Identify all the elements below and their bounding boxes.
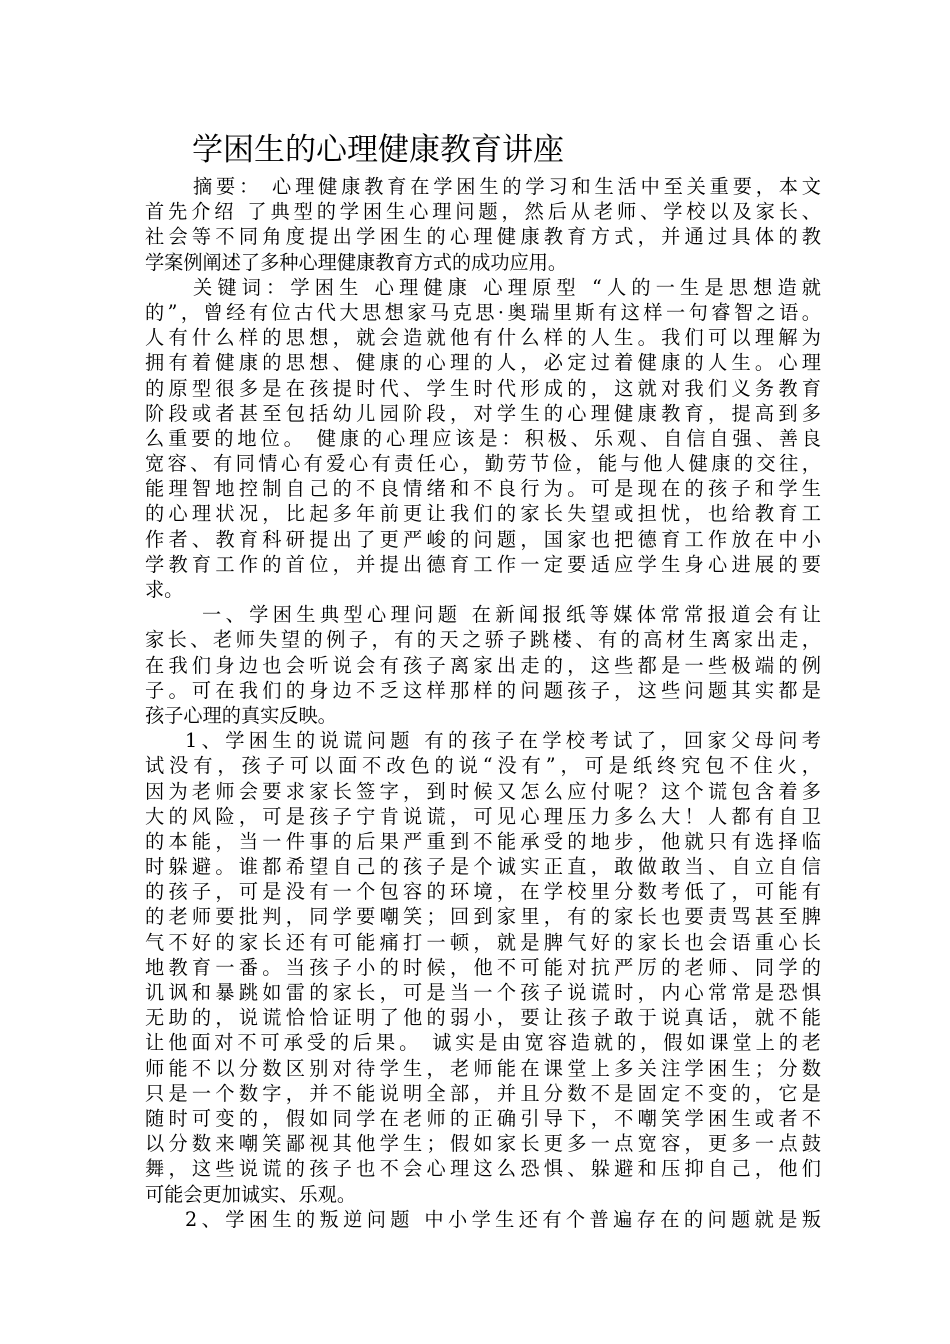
body-line: 的老师要批判，同学要嘲笑；回到家里，有的家长也要责骂甚至脾 — [145, 905, 821, 929]
body-line: 拥有着健康的思想、健康的心理的人，必定过着健康的人生。心理 — [145, 351, 821, 375]
body-line: 1、学困生的说谎问题 有的孩子在学校考试了，回家父母问考 — [185, 729, 821, 753]
body-line: 学案例阐述了多种心理健康教育方式的成功应用。 — [145, 250, 568, 274]
body-line: 能理智地控制自己的不良情绪和不良行为。可是现在的孩子和学生 — [145, 477, 821, 501]
body-line: 讥讽和暴跳如雷的家长，可是当一个孩子说谎时，内心常常是恐惧 — [145, 981, 821, 1004]
body-line: 宽容、有同情心有爱心有责任心，勤劳节俭，能与他人健康的交往， — [145, 452, 821, 476]
body-line: 关键词：学困生 心理健康 心理原型 “人的一生是思想造就 — [193, 275, 821, 299]
body-line: 让他面对不可承受的后果。 诚实是由宽容造就的，假如课堂上的老 — [145, 1031, 821, 1055]
body-line: 试没有，孩子可以面不改色的说“没有”，可是纸终究包不住火， — [145, 754, 821, 778]
body-line: 时躲避。谁都希望自己的孩子是个诚实正直，敢做敢当、自立自信 — [145, 855, 821, 879]
body-line: 子。可在我们的身边不乏这样那样的问题孩子，这些问题其实都是 — [145, 678, 821, 702]
body-line: 的孩子，可是没有一个包容的环境，在学校里分数考低了，可能有 — [145, 880, 821, 904]
body-line: 只是一个数字，并不能说明全部，并且分数不是固定不变的，它是 — [145, 1081, 821, 1105]
body-line: 人有什么样的思想，就会造就他有什么样的人生。我们可以理解为 — [145, 326, 821, 350]
body-line: 随时可变的，假如同学在老师的正确引导下，不嘲笑学困生或者不 — [145, 1106, 821, 1130]
document-body — [145, 174, 821, 1232]
body-line: 么重要的地位。 健康的心理应该是：积极、乐观、自信自强、善良 — [145, 426, 821, 450]
body-line: 的本能，当一件事的后果严重到不能承受的地步，他就只有选择临 — [145, 829, 821, 853]
body-line: 摘要： 心理健康教育在学困生的学习和生活中至关重要，本文 — [193, 175, 821, 198]
body-line: 因为老师会要求家长签字，到时候又怎么应付呢？这个谎包含着多 — [145, 779, 821, 803]
body-line: 阶段或者甚至包括幼儿园阶段，对学生的心理健康教育，提高到多 — [145, 401, 821, 425]
body-line: 社会等不同角度提出学困生的心理健康教育方式，并通过具体的教 — [145, 225, 821, 249]
body-line: 学教育工作的首位，并提出德育工作一定要适应学生身心进展的要 — [145, 552, 821, 576]
body-line: 气不好的家长还有可能痛打一顿，就是脾气好的家长也会语重心长 — [145, 930, 821, 954]
body-line: 的心理状况，比起多年前更让我们的家长失望或担忧，也给教育工 — [145, 502, 821, 526]
body-line: 孩子心理的真实反映。 — [145, 703, 337, 727]
body-line: 可能会更加诚实、乐观。 — [145, 1182, 357, 1206]
body-line: 一、学困生典型心理问题 在新闻报纸等媒体常常报道会有让 — [202, 603, 821, 627]
body-line: 在我们身边也会听说会有孩子离家出走的，这些都是一些极端的例 — [145, 653, 821, 677]
body-line: 2、学困生的叛逆问题 中小学生还有个普遍存在的问题就是叛 — [185, 1207, 821, 1231]
body-line: 的原型很多是在孩提时代、学生时代形成的，这就对我们义务教育 — [145, 376, 821, 400]
body-line: 舞，这些说谎的孩子也不会心理这么恐惧、躲避和压抑自己，他们 — [145, 1157, 821, 1181]
document-title: 学困生的心理健康教育讲座 — [192, 132, 564, 168]
body-line: 作者、教育科研提出了更严峻的问题，国家也把德育工作放在中小 — [145, 527, 821, 551]
body-line: 的”，曾经有位古代大思想家马克思·奥瑞里斯有这样一句睿智之语。 — [145, 300, 821, 324]
body-line: 以分数来嘲笑鄙视其他学生；假如家长更多一点宽容，更多一点鼓 — [145, 1132, 821, 1156]
body-line: 求。 — [145, 578, 184, 601]
body-line: 无助的，说谎恰恰证明了他的弱小，要让孩子敢于说真话，就不能 — [145, 1006, 821, 1030]
body-line: 大的风险，可是孩子宁肯说谎，可见心理压力多么大！人都有自卫 — [145, 804, 821, 828]
body-line: 首先介绍 了典型的学困生心理问题，然后从老师、学校以及家长、 — [145, 200, 821, 224]
body-line: 家长、老师失望的例子，有的天之骄子跳楼、有的高材生离家出走， — [145, 628, 821, 652]
body-line: 师能不以分数区别对待学生，老师能在课堂上多关注学困生；分数 — [145, 1056, 821, 1080]
body-line: 地教育一番。当孩子小的时候，他不可能对抗严厉的老师、同学的 — [145, 955, 821, 979]
